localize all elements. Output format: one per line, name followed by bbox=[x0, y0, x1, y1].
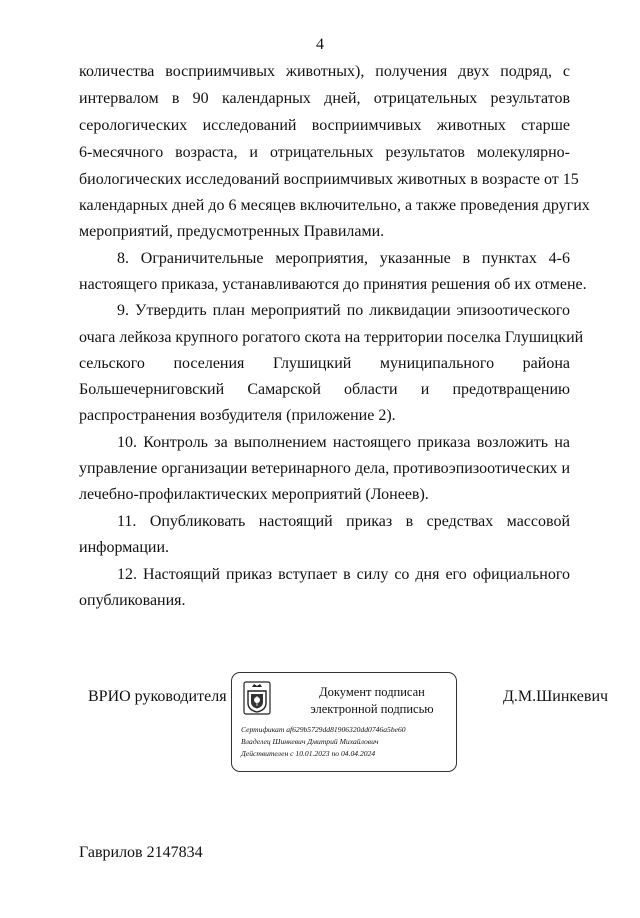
clause-12-line: опубликования. bbox=[79, 592, 186, 609]
stamp-owner: Владелец Шинкевич Дмитрий Михайлович bbox=[241, 737, 379, 746]
clause-9-line: сельского поселения Глушицкий муниципального района bbox=[79, 355, 570, 372]
clause-10-line: 10. Контроль за выполнением настоящего приказа возложить на bbox=[117, 434, 570, 451]
electronic-signature-stamp bbox=[231, 672, 457, 772]
clause-11-line: информации. bbox=[79, 539, 170, 556]
clause-12-line: 12. Настоящий приказ вступает в силу со дня его официального bbox=[117, 566, 570, 583]
signatory-position: ВРИО руководителя bbox=[88, 688, 227, 705]
clause-9-line: очага лейкоза крупного рогатого скота на территории поселка Глушицкий bbox=[79, 329, 584, 346]
clause-9-line: Большечерниговский Самарской области и предотвращению bbox=[79, 381, 570, 398]
executor-note: Гаврилов 2147834 bbox=[79, 844, 203, 861]
body-text-line: количества восприимчивых животных), получения двух подряд, с bbox=[79, 63, 570, 80]
body-text-line: мероприятий, предусмотренных Правилами. bbox=[79, 223, 385, 240]
clause-9-line: 9. Утвердить план мероприятий по ликвидации эпизоотического bbox=[117, 302, 570, 319]
page-number: 4 bbox=[316, 36, 324, 53]
stamp-heading-line1: Документ подписан bbox=[319, 685, 425, 699]
body-text-line: календарных дней до 6 месяцев включительно, а также проведения других bbox=[79, 197, 590, 214]
clause-10-line: управление организации ветеринарного дела, противоэпизоотических и bbox=[79, 460, 570, 477]
body-text-line: биологических исследований восприимчивых животных в возрасте от 15 bbox=[79, 171, 579, 188]
samara-coat-of-arms-icon bbox=[243, 681, 271, 715]
clause-8-line: 8. Ограничительные мероприятия, указанные в пунктах 4-6 bbox=[117, 250, 570, 267]
body-text-line: серологических исследований восприимчивых животных старше bbox=[79, 117, 570, 134]
body-text-line: 6-месячного возраста, и отрицательных результатов молекулярно- bbox=[79, 144, 570, 161]
signatory-name: Д.М.Шинкевич bbox=[503, 688, 609, 705]
clause-9-line: распространения возбудителя (приложение 2). bbox=[79, 407, 396, 424]
stamp-validity: Действителен с 10.01.2023 по 04.04.2024 bbox=[241, 749, 376, 758]
clause-11-line: 11. Опубликовать настоящий приказ в средствах массовой bbox=[117, 513, 570, 530]
clause-10-line: лечебно-профилактических мероприятий (Лонеев). bbox=[79, 486, 429, 503]
body-text-line: интервалом в 90 календарных дней, отрицательных результатов bbox=[79, 90, 570, 107]
stamp-heading-line2: электронной подписью bbox=[310, 702, 434, 716]
clause-8-line: настоящего приказа, устанавливаются до принятия решения об их отмене. bbox=[79, 276, 587, 293]
stamp-certificate: Сертификат af629b5729dd81906320dd0746a5be60 bbox=[241, 725, 406, 734]
